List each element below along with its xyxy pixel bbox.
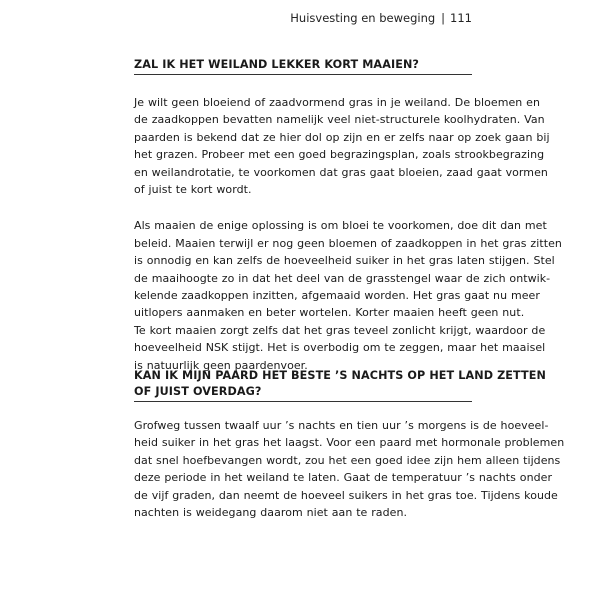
text-line: Te kort maaien zorgt zelfs dat het gras teveel zonlicht krijgt, waardoor de: [134, 323, 546, 337]
section-mowing: [134, 57, 562, 374]
heading-line: KAN IK MIJN PAARD HET BESTE ’S NACHTS OP HET LAND ZETTEN: [134, 369, 546, 382]
text-line: of juist te kort wordt.: [134, 183, 252, 197]
section-heading: [134, 57, 472, 75]
text-line: is onnodig en kan zelfs de hoeveelheid suiker in het gras laten stijgen. Stel: [134, 254, 555, 268]
section-night-grazing: [134, 368, 565, 521]
paragraph: [134, 417, 565, 521]
text-line: uitlopers aanmaken en beter wortelen. Korter maaien heeft geen nut.: [134, 306, 525, 320]
text-line: Je wilt geen bloeiend of zaadvormend gras in je weiland. De bloemen en: [134, 96, 541, 109]
heading-line: ZAL IK HET WEILAND LEKKER KORT MAAIEN?: [134, 58, 420, 71]
header-separator: |: [441, 11, 446, 25]
text-line: de zaadkoppen bevatten namelijk veel niet-structurele koolhydraten. Van: [134, 113, 545, 127]
text-line: hoeveelheid NSK stijgt. Het is overbodig om te zeggen, maar het maaisel: [134, 341, 546, 355]
text-line: de vijf graden, dan neemt de hoeveel suikers in het gras toe. Tijdens koude: [134, 488, 558, 502]
paragraph: [134, 94, 550, 198]
text-line: heid suiker in het gras het laagst. Voor een paard met hormonale problemen: [134, 436, 565, 450]
chapter-title: Huisvesting en beweging: [290, 11, 436, 25]
text-line: en weilandrotatie, te voorkomen dat gras gaat bloeien, zaad gaat vormen: [134, 165, 548, 179]
running-header: [0, 10, 472, 26]
text-line: het grazen. Probeer met een goed begrazingsplan, zoals strookbegrazing: [134, 148, 545, 162]
text-line: dat snel hoefbevangen wordt, zou het een goed idee zijn hem alleen tijdens: [134, 453, 561, 467]
text-line: nachten is weidegang daarom niet aan te raden.: [134, 506, 408, 520]
text-line: de maaihoogte zo in dat het deel van de grasstengel waar de zich ontwik-: [134, 271, 551, 285]
paragraph: [134, 217, 562, 374]
text-line: Grofweg tussen twaalf uur ’s nachts en tien uur ’s morgens is de hoeveel-: [134, 419, 549, 432]
text-line: deze periode in het weiland te laten. Gaat de temperatuur ’s nachts onder: [134, 471, 553, 485]
page-number: 111: [450, 11, 472, 25]
section-heading: [134, 368, 546, 402]
text-line: beleid. Maaien terwijl er nog geen bloemen of zaadkoppen in het gras zitten: [134, 236, 562, 250]
heading-line: OF JUIST OVERDAG?: [134, 385, 262, 398]
text-line: paarden is bekend dat ze hier dol op zijn en er zelfs naar op zoek gaan bij: [134, 130, 550, 144]
text-line: Als maaien de enige oplossing is om bloei te voorkomen, doe dit dan met: [134, 219, 547, 233]
text-line: kelende zaadkoppen inzitten, afgemaaid worden. Het gras gaat nu meer: [134, 289, 540, 303]
text-line: is natuurlijk geen paardenvoer.: [134, 358, 308, 372]
